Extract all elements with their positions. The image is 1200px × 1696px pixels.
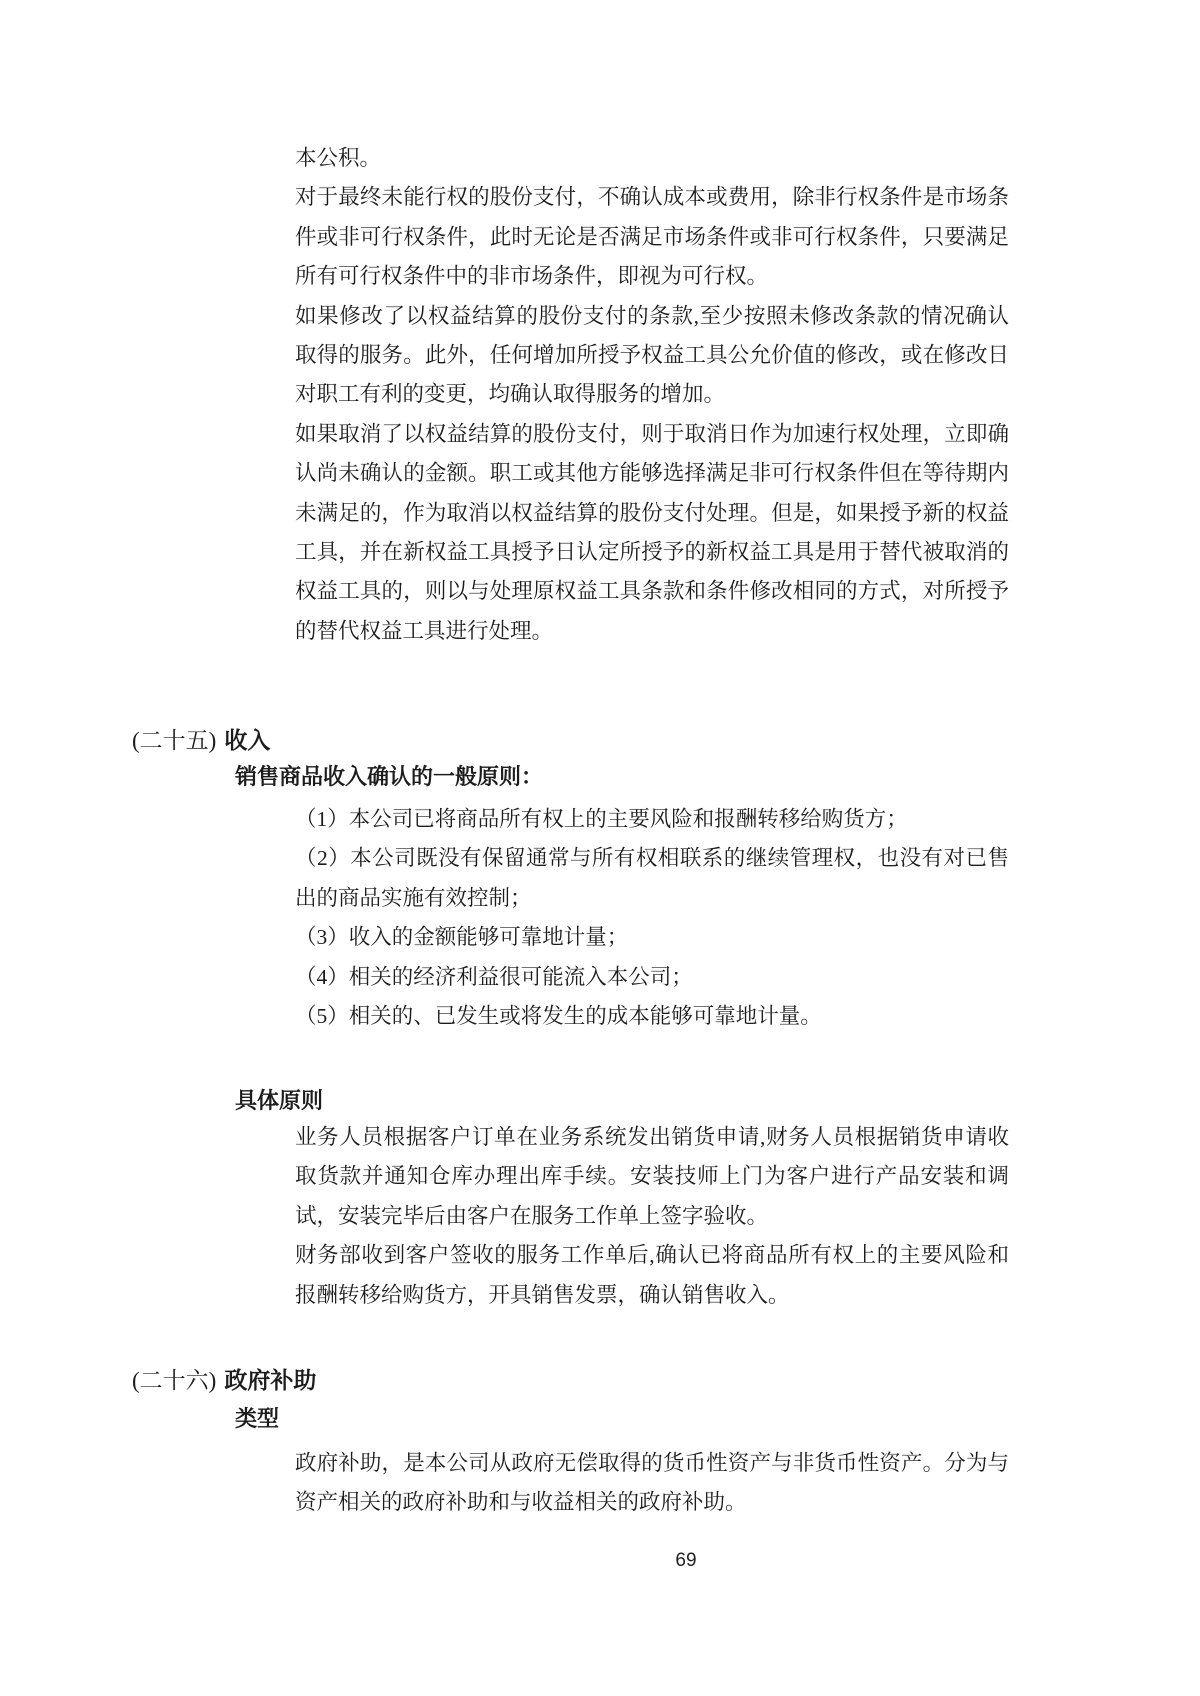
paragraph: 对于最终未能行权的股份支付，不确认成本或费用，除非行权条件是市场条件或非可行权条件，此时无论是否满足市场条件或非可行权条件，只要满足所有可行权条件中的非市场条件，即视为可行权。 <box>295 185 1009 289</box>
section-number: (二十六) <box>132 1368 217 1393</box>
subheading-type: 类型 <box>235 1406 280 1431</box>
paragraph: 财务部收到客户签收的服务工作单后,确认已将商品所有权上的主要风险和报酬转移给购货方，开具销售发票，确认销售收入。 <box>295 1243 1009 1307</box>
government-grants-block <box>295 1444 1009 1523</box>
share-payment-continuation-block <box>295 139 1009 651</box>
paragraph: 如果修改了以权益结算的股份支付的条款,至少按照未修改条款的情况确认取得的服务。此外，任何增加所授予权益工具公允价值的修改，或在修改日对职工有利的变更，均确认取得服务的增加。 <box>295 303 1009 407</box>
paragraph: 本公积。 <box>295 146 382 170</box>
list-item: （5）相关的、已发生或将发生的成本能够可靠地计量。 <box>295 1004 822 1029</box>
section-heading-government-grants <box>132 1366 316 1396</box>
list-item: （3）收入的金额能够可靠地计量； <box>295 925 629 950</box>
section-title: 政府补助 <box>224 1368 317 1393</box>
section-heading-revenue <box>132 726 270 756</box>
section-number: (二十五) <box>132 728 217 753</box>
list-item: （2）本公司既没有保留通常与所有权相联系的继续管理权，也没有对已售出的商品实施有效控制； <box>295 846 1009 910</box>
page-number: 69 <box>675 1550 697 1571</box>
paragraph: 如果取消了以权益结算的股份支付，则于取消日作为加速行权处理，立即确认尚未确认的金额。职工或其他方能够选择满足非可行权条件但在等待期内未满足的，作为取消以权益结算的股份支付处理。但是，如果授予新的权益工具，并在新权益工具授予日认定所授予的新权益工具是用于替代被取消的权益工具的，则以与处理原权益工具条款和条件修改相同的方式，对所授予的替代权益工具进行处理。 <box>295 421 1009 643</box>
list-item: （1）本公司已将商品所有权上的主要风险和报酬转移给购货方； <box>295 807 908 831</box>
revenue-criteria-list <box>295 800 1009 1036</box>
paragraph: 政府补助，是本公司从政府无偿取得的货币性资产与非货币性资产。分为与资产相关的政府补助和与收益相关的政府补助。 <box>295 1451 1009 1515</box>
list-item: （4）相关的经济利益很可能流入本公司； <box>295 964 693 989</box>
subheading-specific-principles: 具体原则 <box>235 1088 324 1113</box>
paragraph: 业务人员根据客户订单在业务系统发出销货申请,财务人员根据销货申请收取货款并通知仓库办理出库手续。安装技师上门为客户进行产品安装和调试，安装完毕后由客户在服务工作单上签字验收。 <box>295 1125 1009 1228</box>
subheading-general-principles: 销售商品收入确认的一般原则： <box>235 764 544 789</box>
specific-principles-block <box>295 1118 1009 1315</box>
section-title: 收入 <box>224 728 271 753</box>
